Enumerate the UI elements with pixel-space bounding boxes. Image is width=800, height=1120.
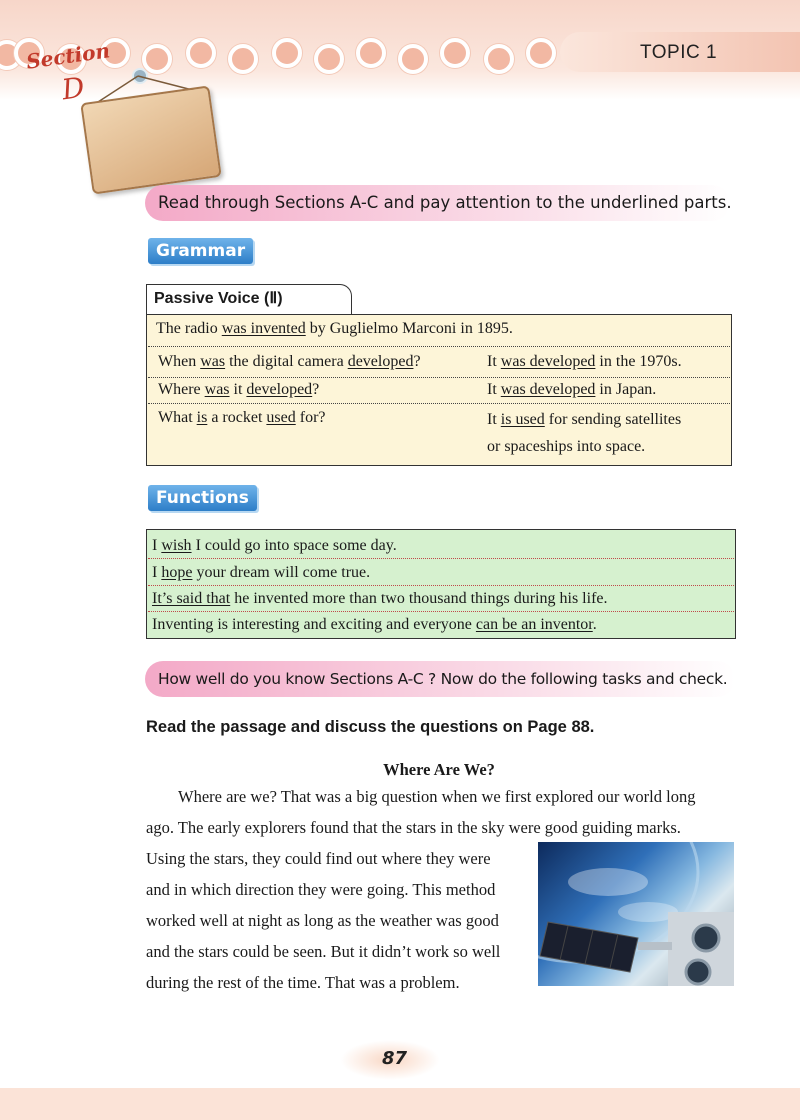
section-word: Section bbox=[24, 38, 112, 74]
function-row-2: I hope your dream will come true. bbox=[152, 564, 371, 581]
grammar-question-4: What is a rocket used for? bbox=[158, 409, 326, 426]
passage-line: during the rest of the time. That was a problem. bbox=[146, 973, 460, 992]
passage-line: Where are we? That was a big question when we first explored our world long bbox=[178, 787, 696, 806]
passage-line: Using the stars, they could find out where they were bbox=[146, 849, 491, 868]
task-heading: Read the passage and discuss the questions on Page 88. bbox=[146, 718, 595, 736]
dotted-divider bbox=[148, 377, 730, 378]
grammar-row-1: The radio was invented by Guglielmo Marconi in 1895. bbox=[156, 320, 513, 337]
page-number: 87 bbox=[382, 1048, 408, 1069]
dotted-divider bbox=[148, 611, 734, 612]
dotted-divider bbox=[148, 346, 730, 347]
satellite-icon bbox=[538, 842, 734, 986]
instruction-text-1: Read through Sections A-C and pay attention to the underlined parts. bbox=[158, 193, 732, 212]
instruction-text-2: How well do you know Sections A-C ? Now do the following tasks and check. bbox=[158, 670, 728, 688]
passage-line: and the stars could be seen. But it didn’t work so well bbox=[146, 942, 501, 961]
grammar-question-3: Where was it developed? bbox=[158, 381, 320, 398]
grammar-question-2: When was the digital camera developed? bbox=[158, 353, 421, 370]
section-letter: D bbox=[59, 70, 87, 107]
grammar-label: Grammar bbox=[148, 238, 253, 264]
sign-board bbox=[80, 85, 222, 194]
grammar-answer-4: It is used for sending satellites bbox=[487, 411, 682, 428]
grammar-answer-2: It was developed in the 1970s. bbox=[487, 353, 682, 370]
function-row-3: It’s said that he invented more than two thousand things during his life. bbox=[152, 590, 608, 607]
passage-line: and in which direction they were going. This method bbox=[146, 880, 496, 899]
passive-voice-title: Passive Voice (Ⅱ) bbox=[154, 290, 283, 307]
function-row-1: I wish I could go into space some day. bbox=[152, 537, 397, 554]
passage-line: ago. The early explorers found that the stars in the sky were good guiding marks. bbox=[146, 818, 681, 837]
function-row-4: Inventing is interesting and exciting and everyone can be an inventor. bbox=[152, 616, 597, 633]
dotted-divider bbox=[148, 585, 734, 586]
dotted-divider bbox=[148, 403, 730, 404]
dotted-divider bbox=[148, 558, 734, 559]
grammar-answer-3: It was developed in Japan. bbox=[487, 381, 657, 398]
footer-band bbox=[0, 1088, 800, 1120]
passage-title: Where Are We? bbox=[383, 760, 495, 779]
topic-label: TOPIC 1 bbox=[640, 42, 718, 63]
functions-label: Functions bbox=[148, 485, 257, 511]
section-sign bbox=[80, 60, 230, 180]
passage-line: worked well at night as long as the weather was good bbox=[146, 911, 499, 930]
earth-satellite-photo bbox=[538, 842, 734, 986]
grammar-answer-4-line2: or spaceships into space. bbox=[487, 438, 646, 455]
